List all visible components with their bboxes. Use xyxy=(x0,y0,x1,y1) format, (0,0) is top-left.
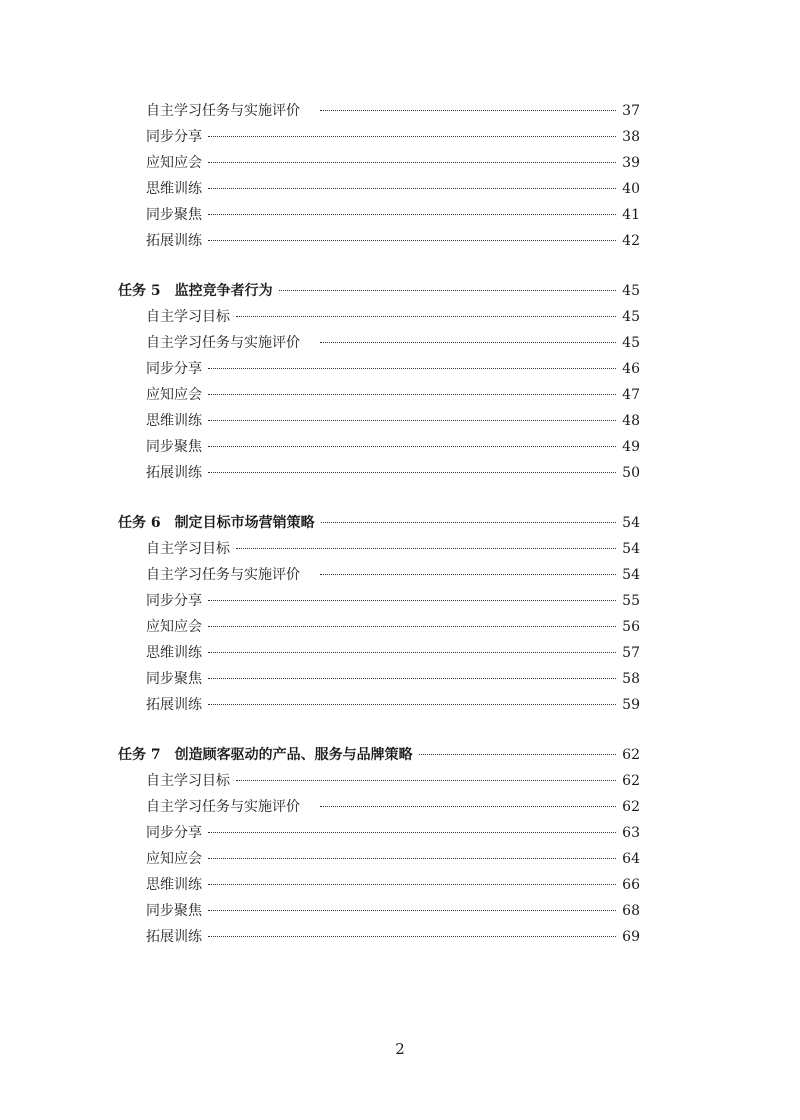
dot-leader xyxy=(208,446,616,447)
dot-leader xyxy=(321,522,617,523)
toc-entry[interactable] xyxy=(118,846,640,872)
toc-task-heading[interactable] xyxy=(118,278,640,304)
toc-entry[interactable] xyxy=(118,872,640,898)
page-ref: 64 xyxy=(622,851,640,867)
dot-leader xyxy=(320,574,616,575)
toc-entry[interactable] xyxy=(118,356,640,382)
dot-leader xyxy=(208,910,616,911)
dot-leader xyxy=(208,704,616,705)
toc-entry[interactable] xyxy=(118,614,640,640)
page-ref: 62 xyxy=(622,747,640,763)
entry-label: 拓展训练 xyxy=(146,233,202,249)
table-of-contents xyxy=(118,98,640,950)
toc-entry[interactable] xyxy=(118,382,640,408)
toc-entry[interactable] xyxy=(118,562,640,588)
page-ref: 38 xyxy=(622,129,640,145)
entry-label: 思维训练 xyxy=(146,645,202,661)
dot-leader xyxy=(208,858,616,859)
task-title: 创造顾客驱动的产品、服务与品牌策略 xyxy=(174,747,413,763)
page-ref: 41 xyxy=(622,207,640,223)
entry-label: 自主学习目标 xyxy=(146,541,230,557)
toc-group xyxy=(118,278,640,486)
toc-entry[interactable] xyxy=(118,330,640,356)
toc-group xyxy=(118,510,640,718)
toc-entry[interactable] xyxy=(118,304,640,330)
task-prefix: 任务 xyxy=(118,747,146,763)
entry-label: 同步分享 xyxy=(146,129,202,145)
page-ref: 39 xyxy=(622,155,640,171)
dot-leader xyxy=(320,110,616,111)
entry-label: 自主学习目标 xyxy=(146,309,230,325)
toc-entry[interactable] xyxy=(118,924,640,950)
page-number: 2 xyxy=(395,1040,405,1058)
entry-label: 同步聚焦 xyxy=(146,439,202,455)
page-ref: 55 xyxy=(622,593,640,609)
toc-entry[interactable] xyxy=(118,202,640,228)
dot-leader xyxy=(208,394,616,395)
dot-leader xyxy=(208,600,616,601)
dot-leader xyxy=(208,368,616,369)
entry-label: 自主学习任务与实施评价 xyxy=(146,567,300,583)
toc-entry[interactable] xyxy=(118,408,640,434)
dot-leader xyxy=(419,754,617,755)
toc-entry[interactable] xyxy=(118,150,640,176)
dot-leader xyxy=(208,162,616,163)
entry-label: 应知应会 xyxy=(146,851,202,867)
page-ref: 68 xyxy=(622,903,640,919)
toc-entry[interactable] xyxy=(118,640,640,666)
toc-entry[interactable] xyxy=(118,898,640,924)
toc-entry[interactable] xyxy=(118,176,640,202)
entry-label: 思维训练 xyxy=(146,877,202,893)
dot-leader xyxy=(320,806,616,807)
page-ref: 50 xyxy=(622,465,640,481)
toc-task-heading[interactable] xyxy=(118,510,640,536)
dot-leader xyxy=(279,290,617,291)
page-ref: 59 xyxy=(622,697,640,713)
entry-label: 拓展训练 xyxy=(146,697,202,713)
entry-label: 自主学习任务与实施评价 xyxy=(146,103,300,119)
entry-label: 拓展训练 xyxy=(146,929,202,945)
dot-leader xyxy=(208,678,616,679)
entry-label: 思维训练 xyxy=(146,413,202,429)
toc-entry[interactable] xyxy=(118,588,640,614)
page-ref: 54 xyxy=(622,541,640,557)
toc-entry[interactable] xyxy=(118,666,640,692)
task-title: 监控竞争者行为 xyxy=(174,283,273,299)
dot-leader xyxy=(208,188,616,189)
entry-label: 同步聚焦 xyxy=(146,903,202,919)
page-ref: 46 xyxy=(622,361,640,377)
page-ref: 69 xyxy=(622,929,640,945)
toc-entry[interactable] xyxy=(118,228,640,254)
entry-label: 应知应会 xyxy=(146,387,202,403)
toc-group xyxy=(118,98,640,254)
entry-label: 应知应会 xyxy=(146,619,202,635)
page-ref: 56 xyxy=(622,619,640,635)
dot-leader xyxy=(208,240,616,241)
task-number: 7 xyxy=(150,747,161,763)
dot-leader xyxy=(236,780,616,781)
page-ref: 57 xyxy=(622,645,640,661)
task-label xyxy=(118,510,315,536)
dot-leader xyxy=(208,472,616,473)
entry-label: 自主学习任务与实施评价 xyxy=(146,799,300,815)
page-ref: 47 xyxy=(622,387,640,403)
entry-label: 同步聚焦 xyxy=(146,671,202,687)
page-ref: 58 xyxy=(622,671,640,687)
toc-task-heading[interactable] xyxy=(118,742,640,768)
entry-label: 拓展训练 xyxy=(146,465,202,481)
page-ref: 45 xyxy=(622,335,640,351)
toc-entry[interactable] xyxy=(118,434,640,460)
dot-leader xyxy=(208,214,616,215)
page-ref: 63 xyxy=(622,825,640,841)
dot-leader xyxy=(320,342,616,343)
toc-entry[interactable] xyxy=(118,460,640,486)
page-ref: 45 xyxy=(622,309,640,325)
toc-entry[interactable] xyxy=(118,692,640,718)
dot-leader xyxy=(208,832,616,833)
task-prefix: 任务 xyxy=(118,515,146,531)
page-ref: 48 xyxy=(622,413,640,429)
toc-entry[interactable] xyxy=(118,536,640,562)
task-number: 6 xyxy=(150,515,161,531)
dot-leader xyxy=(236,316,616,317)
dot-leader xyxy=(236,548,616,549)
entry-label: 自主学习任务与实施评价 xyxy=(146,335,300,351)
page-ref: 40 xyxy=(622,181,640,197)
dot-leader xyxy=(208,136,616,137)
page-ref: 62 xyxy=(622,799,640,815)
task-prefix: 任务 xyxy=(118,283,146,299)
task-number: 5 xyxy=(150,283,161,299)
page-ref: 66 xyxy=(622,877,640,893)
entry-label: 思维训练 xyxy=(146,181,202,197)
page-ref: 37 xyxy=(622,103,640,119)
toc-entry[interactable] xyxy=(118,98,640,124)
page-ref: 45 xyxy=(622,283,640,299)
entry-label: 同步分享 xyxy=(146,361,202,377)
page-ref: 54 xyxy=(622,515,640,531)
toc-entry[interactable] xyxy=(118,794,640,820)
toc-group xyxy=(118,742,640,950)
dot-leader xyxy=(208,652,616,653)
entry-label: 自主学习目标 xyxy=(146,773,230,789)
toc-entry[interactable] xyxy=(118,768,640,794)
page-ref: 62 xyxy=(622,773,640,789)
dot-leader xyxy=(208,936,616,937)
dot-leader xyxy=(208,420,616,421)
dot-leader xyxy=(208,884,616,885)
toc-entry[interactable] xyxy=(118,124,640,150)
dot-leader xyxy=(208,626,616,627)
task-title: 制定目标市场营销策略 xyxy=(174,515,315,531)
entry-label: 同步聚焦 xyxy=(146,207,202,223)
entry-label: 同步分享 xyxy=(146,825,202,841)
page-ref: 42 xyxy=(622,233,640,249)
task-label xyxy=(118,278,273,304)
toc-entry[interactable] xyxy=(118,820,640,846)
task-label xyxy=(118,742,413,768)
entry-label: 同步分享 xyxy=(146,593,202,609)
entry-label: 应知应会 xyxy=(146,155,202,171)
page-ref: 49 xyxy=(622,439,640,455)
page-ref: 54 xyxy=(622,567,640,583)
